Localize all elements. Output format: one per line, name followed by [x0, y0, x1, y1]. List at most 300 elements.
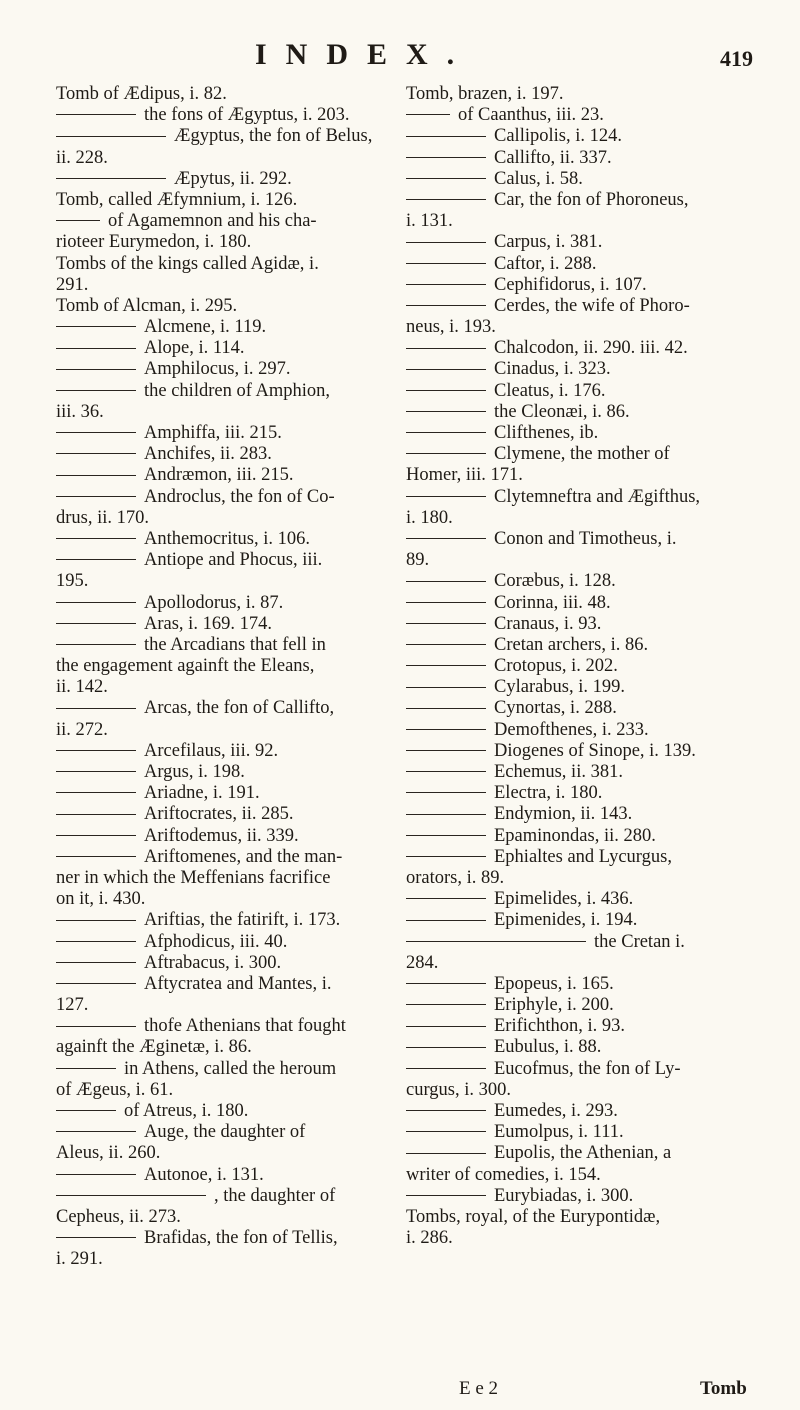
index-entry-text: Clifthenes, ib.: [494, 423, 599, 443]
ditto-dash: [56, 941, 136, 942]
ditto-dash: [406, 496, 486, 497]
index-entry-line: [406, 889, 758, 910]
ditto-dash: [56, 792, 136, 793]
index-entry-line: [406, 953, 758, 974]
ditto-dash: [406, 792, 486, 793]
index-entry-text: Autonoe, i. 131.: [144, 1164, 264, 1185]
index-entry-text: of Ægeus, i. 61.: [56, 1079, 174, 1100]
index-entry-text: Corinna, iii. 48.: [494, 592, 611, 613]
index-entry-text: Anchifes, ii. 283.: [144, 444, 272, 465]
ditto-dash: [56, 496, 136, 497]
ditto-dash: [56, 1237, 136, 1238]
ditto-dash: [406, 920, 486, 921]
index-entry-text: Coræbus, i. 128.: [494, 571, 616, 592]
ditto-dash: [56, 771, 136, 772]
ditto-dash: [406, 856, 486, 857]
index-entry-line: [406, 1122, 758, 1143]
index-entry-text: Tomb, brazen, i. 197.: [406, 84, 564, 104]
ditto-dash: [406, 1047, 486, 1048]
index-entry-line: [406, 190, 758, 211]
ditto-dash: [406, 136, 486, 137]
index-entry-text: Demofthenes, i. 233.: [494, 719, 649, 740]
index-entry-line: [406, 635, 758, 656]
index-entry-line: [56, 762, 400, 783]
ditto-dash: [56, 1110, 116, 1111]
index-entry-text: Cepheus, ii. 273.: [56, 1206, 181, 1227]
index-entry-text: of Caanthus, iii. 23.: [458, 105, 604, 126]
index-entry-text: Cephifidorus, i. 107.: [494, 274, 647, 295]
index-entry-text: rioteer Eurymedon, i. 180.: [56, 232, 252, 253]
index-entry-line: [56, 508, 400, 529]
index-entry-line: [56, 614, 400, 635]
running-title: INDEX.: [255, 38, 474, 71]
index-column-left: [56, 84, 400, 1271]
index-entry-line: [406, 720, 758, 741]
index-entry-line: [56, 804, 400, 825]
index-entry-text: Eurybiadas, i. 300.: [494, 1185, 634, 1206]
index-entry-text: Clymene, the mother of: [494, 444, 670, 465]
index-entry-text: Cranaus, i. 93.: [494, 613, 602, 634]
index-entry-text: Alcmene, i. 119.: [144, 317, 267, 338]
index-entry-text: Clytemneftra and Ægifthus,: [494, 486, 701, 507]
index-entry-line: [406, 444, 758, 465]
index-entry-line: [56, 1143, 400, 1164]
ditto-dash: [56, 983, 136, 984]
ditto-dash: [406, 941, 586, 942]
index-column-right: [406, 84, 758, 1249]
index-entry-text: Brafidas, the fon of Tellis,: [144, 1228, 338, 1249]
index-entry-text: Arcefilaus, iii. 92.: [144, 740, 279, 761]
ditto-dash: [56, 962, 136, 963]
index-entry-text: Andræmon, iii. 215.: [144, 465, 294, 486]
index-entry-line: [56, 232, 400, 253]
index-entry-line: [406, 1016, 758, 1037]
index-entry-line: [406, 423, 758, 444]
index-entry-text: Aras, i. 169. 174.: [144, 613, 272, 634]
index-entry-text: Alope, i. 114.: [144, 338, 245, 359]
index-entry-line: [406, 1037, 758, 1058]
index-entry-text: Eumedes, i. 293.: [494, 1101, 618, 1121]
ditto-dash: [406, 453, 486, 454]
index-entry-line: [56, 338, 400, 359]
index-entry-text: the fons of Ægyptus, i. 203.: [144, 105, 350, 126]
index-entry-text: Tomb, called Æfymnium, i. 126.: [56, 189, 298, 210]
index-entry-text: the children of Amphion,: [144, 380, 330, 401]
index-entry-text: Eupolis, the Athenian, a: [494, 1143, 672, 1164]
ditto-dash: [56, 538, 136, 539]
index-entry-line: [406, 1143, 758, 1164]
ditto-dash: [406, 1004, 486, 1005]
index-entry-line: [406, 317, 758, 338]
index-entry-line: [406, 762, 758, 783]
index-entry-line: [56, 550, 400, 571]
ditto-dash: [406, 1195, 486, 1196]
index-entry-line: [56, 1186, 400, 1207]
ditto-dash: [56, 432, 136, 433]
index-entry-line: [56, 868, 400, 889]
index-entry-line: [56, 1249, 400, 1270]
index-entry-line: [406, 974, 758, 995]
index-entry-line: [56, 1016, 400, 1037]
index-entry-line: [406, 804, 758, 825]
index-entry-line: [56, 105, 400, 126]
ditto-dash: [406, 708, 486, 709]
index-entry-line: [56, 1122, 400, 1143]
index-entry-line: [56, 698, 400, 719]
ditto-dash: [56, 475, 136, 476]
index-entry-text: Caftor, i. 288.: [494, 253, 597, 274]
index-entry-line: [406, 571, 758, 592]
index-entry-text: the Cretan i.: [594, 931, 685, 952]
ditto-dash: [406, 644, 486, 645]
index-entry-text: Aftrabacus, i. 300.: [144, 952, 282, 973]
ditto-dash: [56, 1131, 136, 1132]
ditto-dash: [56, 178, 166, 179]
ditto-dash: [406, 729, 486, 730]
catchword: Tomb: [700, 1378, 747, 1399]
index-entry-text: Car, the fon of Phoroneus,: [494, 189, 689, 210]
index-entry-line: [56, 359, 400, 380]
index-entry-line: [406, 910, 758, 931]
index-entry-line: [56, 190, 400, 211]
index-entry-line: [406, 275, 758, 296]
index-entry-line: [56, 720, 400, 741]
index-entry-text: , the daughter of: [214, 1185, 336, 1206]
index-entry-text: curgus, i. 300.: [406, 1079, 512, 1100]
index-entry-line: [56, 656, 400, 677]
index-entry-text: Cylarabus, i. 199.: [494, 677, 626, 698]
index-entry-text: 127.: [56, 995, 89, 1016]
index-entry-text: Electra, i. 180.: [494, 783, 603, 804]
ditto-dash: [56, 369, 136, 370]
index-entry-text: Androclus, the fon of Co-: [144, 486, 335, 507]
index-entry-line: [406, 656, 758, 677]
index-entry-text: Homer, iii. 171.: [406, 465, 523, 486]
ditto-dash: [406, 432, 486, 433]
index-entry-line: [406, 508, 758, 529]
index-entry-line: [56, 1165, 400, 1186]
ditto-dash: [406, 581, 486, 582]
index-entry-text: Tomb of Alcman, i. 295.: [56, 295, 238, 316]
ditto-dash: [56, 750, 136, 751]
index-entry-line: [56, 677, 400, 698]
index-entry-text: the Cleonæi, i. 86.: [494, 401, 630, 422]
ditto-dash: [56, 390, 136, 391]
index-entry-text: iii. 36.: [56, 401, 104, 422]
index-entry-text: Ariftomenes, and the man-: [144, 846, 343, 867]
index-entry-text: of Atreus, i. 180.: [124, 1101, 249, 1121]
ditto-dash: [406, 983, 486, 984]
index-entry-text: Ephialtes and Lycurgus,: [494, 846, 672, 867]
index-entry-text: Diogenes of Sinope, i. 139.: [494, 740, 696, 761]
ditto-dash: [406, 602, 486, 603]
ditto-dash: [406, 263, 486, 264]
index-entry-line: [56, 995, 400, 1016]
index-entry-text: Epimenides, i. 194.: [494, 910, 638, 931]
index-entry-line: [56, 1207, 400, 1228]
index-entry-text: Eucofmus, the fon of Ly-: [494, 1058, 681, 1079]
index-entry-text: Antiope and Phocus, iii.: [144, 550, 323, 571]
index-entry-text: Amphilocus, i. 297.: [144, 359, 291, 380]
ditto-dash: [406, 1131, 486, 1132]
ditto-dash: [406, 390, 486, 391]
ditto-dash: [56, 1026, 136, 1027]
index-entry-line: [56, 1059, 400, 1080]
index-entry-text: Argus, i. 198.: [144, 762, 245, 782]
index-entry-line: [56, 635, 400, 656]
index-entry-line: [406, 826, 758, 847]
index-entry-text: Cynortas, i. 288.: [494, 698, 617, 719]
index-entry-line: [56, 1101, 400, 1122]
ditto-dash: [406, 665, 486, 666]
index-entry-text: Callifto, ii. 337.: [494, 147, 612, 168]
ditto-dash: [56, 1195, 206, 1196]
index-entry-line: [56, 402, 400, 423]
index-entry-line: [406, 487, 758, 508]
ditto-dash: [406, 623, 486, 624]
index-entry-text: ii. 142.: [56, 677, 108, 698]
index-entry-line: [406, 465, 758, 486]
ditto-dash: [406, 114, 450, 115]
index-entry-text: Tombs, royal, of the Eurypontidæ,: [406, 1206, 661, 1227]
index-entry-line: [406, 550, 758, 571]
index-entry-text: Aleus, ii. 260.: [56, 1143, 161, 1164]
index-entry-text: i. 286.: [406, 1228, 453, 1249]
index-entry-text: Apollodorus, i. 87.: [144, 592, 284, 613]
ditto-dash: [406, 771, 486, 772]
index-entry-line: [406, 1228, 758, 1249]
index-entry-line: [406, 359, 758, 380]
ditto-dash: [56, 220, 100, 221]
index-entry-text: Conon and Timotheus, i.: [494, 528, 677, 549]
index-entry-text: Ariadne, i. 191.: [144, 783, 260, 804]
ditto-dash: [56, 453, 136, 454]
index-entry-line: [56, 593, 400, 614]
index-entry-line: [406, 296, 758, 317]
ditto-dash: [406, 814, 486, 815]
index-entry-text: 195.: [56, 571, 89, 592]
index-entry-line: [56, 254, 400, 275]
index-entry-line: [56, 381, 400, 402]
index-entry-line: [56, 275, 400, 296]
ditto-dash: [406, 1026, 486, 1027]
ditto-dash: [406, 348, 486, 349]
ditto-dash: [56, 708, 136, 709]
index-entry-line: [56, 953, 400, 974]
ditto-dash: [56, 835, 136, 836]
ditto-dash: [56, 623, 136, 624]
index-entry-line: [406, 338, 758, 359]
index-entry-text: 284.: [406, 952, 439, 973]
index-entry-line: [406, 1101, 758, 1122]
index-entry-text: Eumolpus, i. 111.: [494, 1122, 624, 1143]
index-entry-line: [56, 126, 400, 147]
index-entry-line: [406, 932, 758, 953]
ditto-dash: [406, 538, 486, 539]
ditto-dash: [56, 114, 136, 115]
index-entry-text: Ægyptus, the fon of Belus,: [174, 126, 373, 147]
ditto-dash: [406, 369, 486, 370]
index-entry-text: in Athens, called the heroum: [124, 1058, 337, 1079]
ditto-dash: [406, 199, 486, 200]
index-entry-text: thofe Athenians that fought: [144, 1016, 346, 1037]
index-entry-line: [406, 148, 758, 169]
index-entry-line: [56, 296, 400, 317]
ditto-dash: [56, 602, 136, 603]
index-entry-text: Cleatus, i. 176.: [494, 380, 606, 401]
index-entry-text: i. 180.: [406, 507, 453, 528]
index-entry-text: the Arcadians that fell in: [144, 634, 326, 655]
ditto-dash: [406, 1068, 486, 1069]
index-entry-line: [56, 1228, 400, 1249]
index-entry-text: Aftycratea and Mantes, i.: [144, 973, 332, 994]
index-entry-text: Eubulus, i. 88.: [494, 1037, 602, 1058]
index-entry-line: [56, 444, 400, 465]
index-entry-line: [56, 423, 400, 444]
index-entry-text: Callipolis, i. 124.: [494, 126, 622, 147]
index-entry-text: Endymion, ii. 143.: [494, 804, 633, 825]
ditto-dash: [56, 814, 136, 815]
index-entry-line: [56, 487, 400, 508]
index-entry-line: [56, 741, 400, 762]
index-entry-text: ii. 272.: [56, 719, 108, 740]
index-entry-text: Cerdes, the wife of Phoro-: [494, 295, 690, 316]
index-entry-line: [56, 465, 400, 486]
index-entry-line: [406, 995, 758, 1016]
index-entry-line: [406, 169, 758, 190]
index-entry-text: i. 291.: [56, 1249, 103, 1270]
index-entry-text: writer of comedies, i. 154.: [406, 1164, 601, 1185]
index-entry-text: 89.: [406, 550, 430, 571]
index-entry-line: [56, 571, 400, 592]
index-entry-line: [56, 317, 400, 338]
page-number: 419: [720, 46, 753, 71]
ditto-dash: [56, 920, 136, 921]
index-entry-line: [56, 932, 400, 953]
index-entry-text: Calus, i. 58.: [494, 168, 583, 189]
index-entry-text: Tombs of the kings called Agidæ, i.: [56, 253, 319, 274]
index-entry-text: Ariftocrates, ii. 285.: [144, 804, 294, 825]
ditto-dash: [406, 305, 486, 306]
index-entry-text: Carpus, i. 381.: [494, 232, 603, 253]
index-entry-text: Auge, the daughter of: [144, 1122, 306, 1143]
page-header: [0, 36, 800, 76]
index-entry-line: [406, 84, 758, 105]
ditto-dash: [406, 242, 486, 243]
index-entry-text: Anthemocritus, i. 106.: [144, 528, 310, 549]
index-entry-line: [406, 1207, 758, 1228]
index-entry-text: on it, i. 430.: [56, 889, 146, 910]
index-entry-text: Cinadus, i. 323.: [494, 359, 611, 380]
index-entry-line: [406, 868, 758, 889]
ditto-dash: [406, 1110, 486, 1111]
index-entry-line: [56, 1080, 400, 1101]
index-entry-text: Amphiffa, iii. 215.: [144, 423, 282, 443]
index-entry-text: ner in which the Meffenians facrifice: [56, 867, 331, 888]
index-entry-line: [406, 677, 758, 698]
index-entry-text: Chalcodon, ii. 290. iii. 42.: [494, 338, 688, 359]
index-entry-text: Afphodicus, iii. 40.: [144, 931, 288, 952]
ditto-dash: [406, 1153, 486, 1154]
ditto-dash: [406, 687, 486, 688]
index-entry-line: [406, 105, 758, 126]
index-entry-line: [56, 529, 400, 550]
index-entry-line: [406, 741, 758, 762]
index-entry-line: [406, 1186, 758, 1207]
index-entry-text: Æpytus, ii. 292.: [174, 168, 292, 189]
index-entry-line: [406, 232, 758, 253]
ditto-dash: [56, 136, 166, 137]
index-entry-text: Epimelides, i. 436.: [494, 889, 634, 910]
index-entry-text: Arcas, the fon of Callifto,: [144, 698, 335, 719]
index-entry-text: Ariftodemus, ii. 339.: [144, 825, 299, 846]
ditto-dash: [56, 644, 136, 645]
index-entry-line: [56, 847, 400, 868]
index-entry-text: Crotopus, i. 202.: [494, 656, 618, 677]
index-entry-text: of Agamemnon and his cha-: [108, 211, 317, 232]
index-entry-line: [406, 1059, 758, 1080]
index-entry-line: [406, 254, 758, 275]
ditto-dash: [406, 157, 486, 158]
ditto-dash: [406, 284, 486, 285]
index-entry-text: againft the Æginetæ, i. 86.: [56, 1037, 252, 1058]
index-entry-line: [56, 910, 400, 931]
index-entry-line: [406, 593, 758, 614]
index-entry-line: [56, 148, 400, 169]
index-entry-line: [406, 847, 758, 868]
index-entry-text: drus, ii. 170.: [56, 507, 150, 528]
index-entry-line: [406, 381, 758, 402]
ditto-dash: [56, 559, 136, 560]
index-entry-line: [56, 84, 400, 105]
index-entry-text: Tomb of Ædipus, i. 82.: [56, 84, 227, 104]
index-entry-text: Eriphyle, i. 200.: [494, 995, 614, 1016]
index-entry-line: [56, 169, 400, 190]
ditto-dash: [406, 178, 486, 179]
index-entry-text: Ariftias, the fatirift, i. 173.: [144, 910, 341, 931]
index-entry-text: the engagement againft the Eleans,: [56, 656, 315, 677]
ditto-dash: [56, 326, 136, 327]
page-footer: [0, 1378, 800, 1404]
index-entry-line: [406, 1165, 758, 1186]
ditto-dash: [56, 1174, 136, 1175]
index-entry-text: Cretan archers, i. 86.: [494, 634, 649, 655]
index-entry-line: [406, 783, 758, 804]
index-entry-text: orators, i. 89.: [406, 867, 505, 888]
index-entry-text: neus, i. 193.: [406, 317, 496, 338]
index-entry-text: 291.: [56, 274, 89, 295]
index-entry-text: Erifichthon, i. 93.: [494, 1016, 626, 1037]
index-entry-text: Epopeus, i. 165.: [494, 973, 614, 994]
printer-signature: E e 2: [459, 1378, 499, 1399]
index-entry-text: Echemus, ii. 381.: [494, 762, 623, 782]
ditto-dash: [406, 411, 486, 412]
index-entry-line: [56, 783, 400, 804]
index-entry-line: [406, 402, 758, 423]
ditto-dash: [56, 856, 136, 857]
ditto-dash: [56, 1068, 116, 1069]
index-entry-line: [56, 889, 400, 910]
index-entry-line: [406, 529, 758, 550]
index-entry-line: [56, 974, 400, 995]
index-entry-line: [406, 211, 758, 232]
index-entry-line: [56, 211, 400, 232]
ditto-dash: [406, 898, 486, 899]
ditto-dash: [406, 835, 486, 836]
index-entry-line: [56, 826, 400, 847]
index-entry-line: [406, 698, 758, 719]
index-entry-line: [406, 614, 758, 635]
